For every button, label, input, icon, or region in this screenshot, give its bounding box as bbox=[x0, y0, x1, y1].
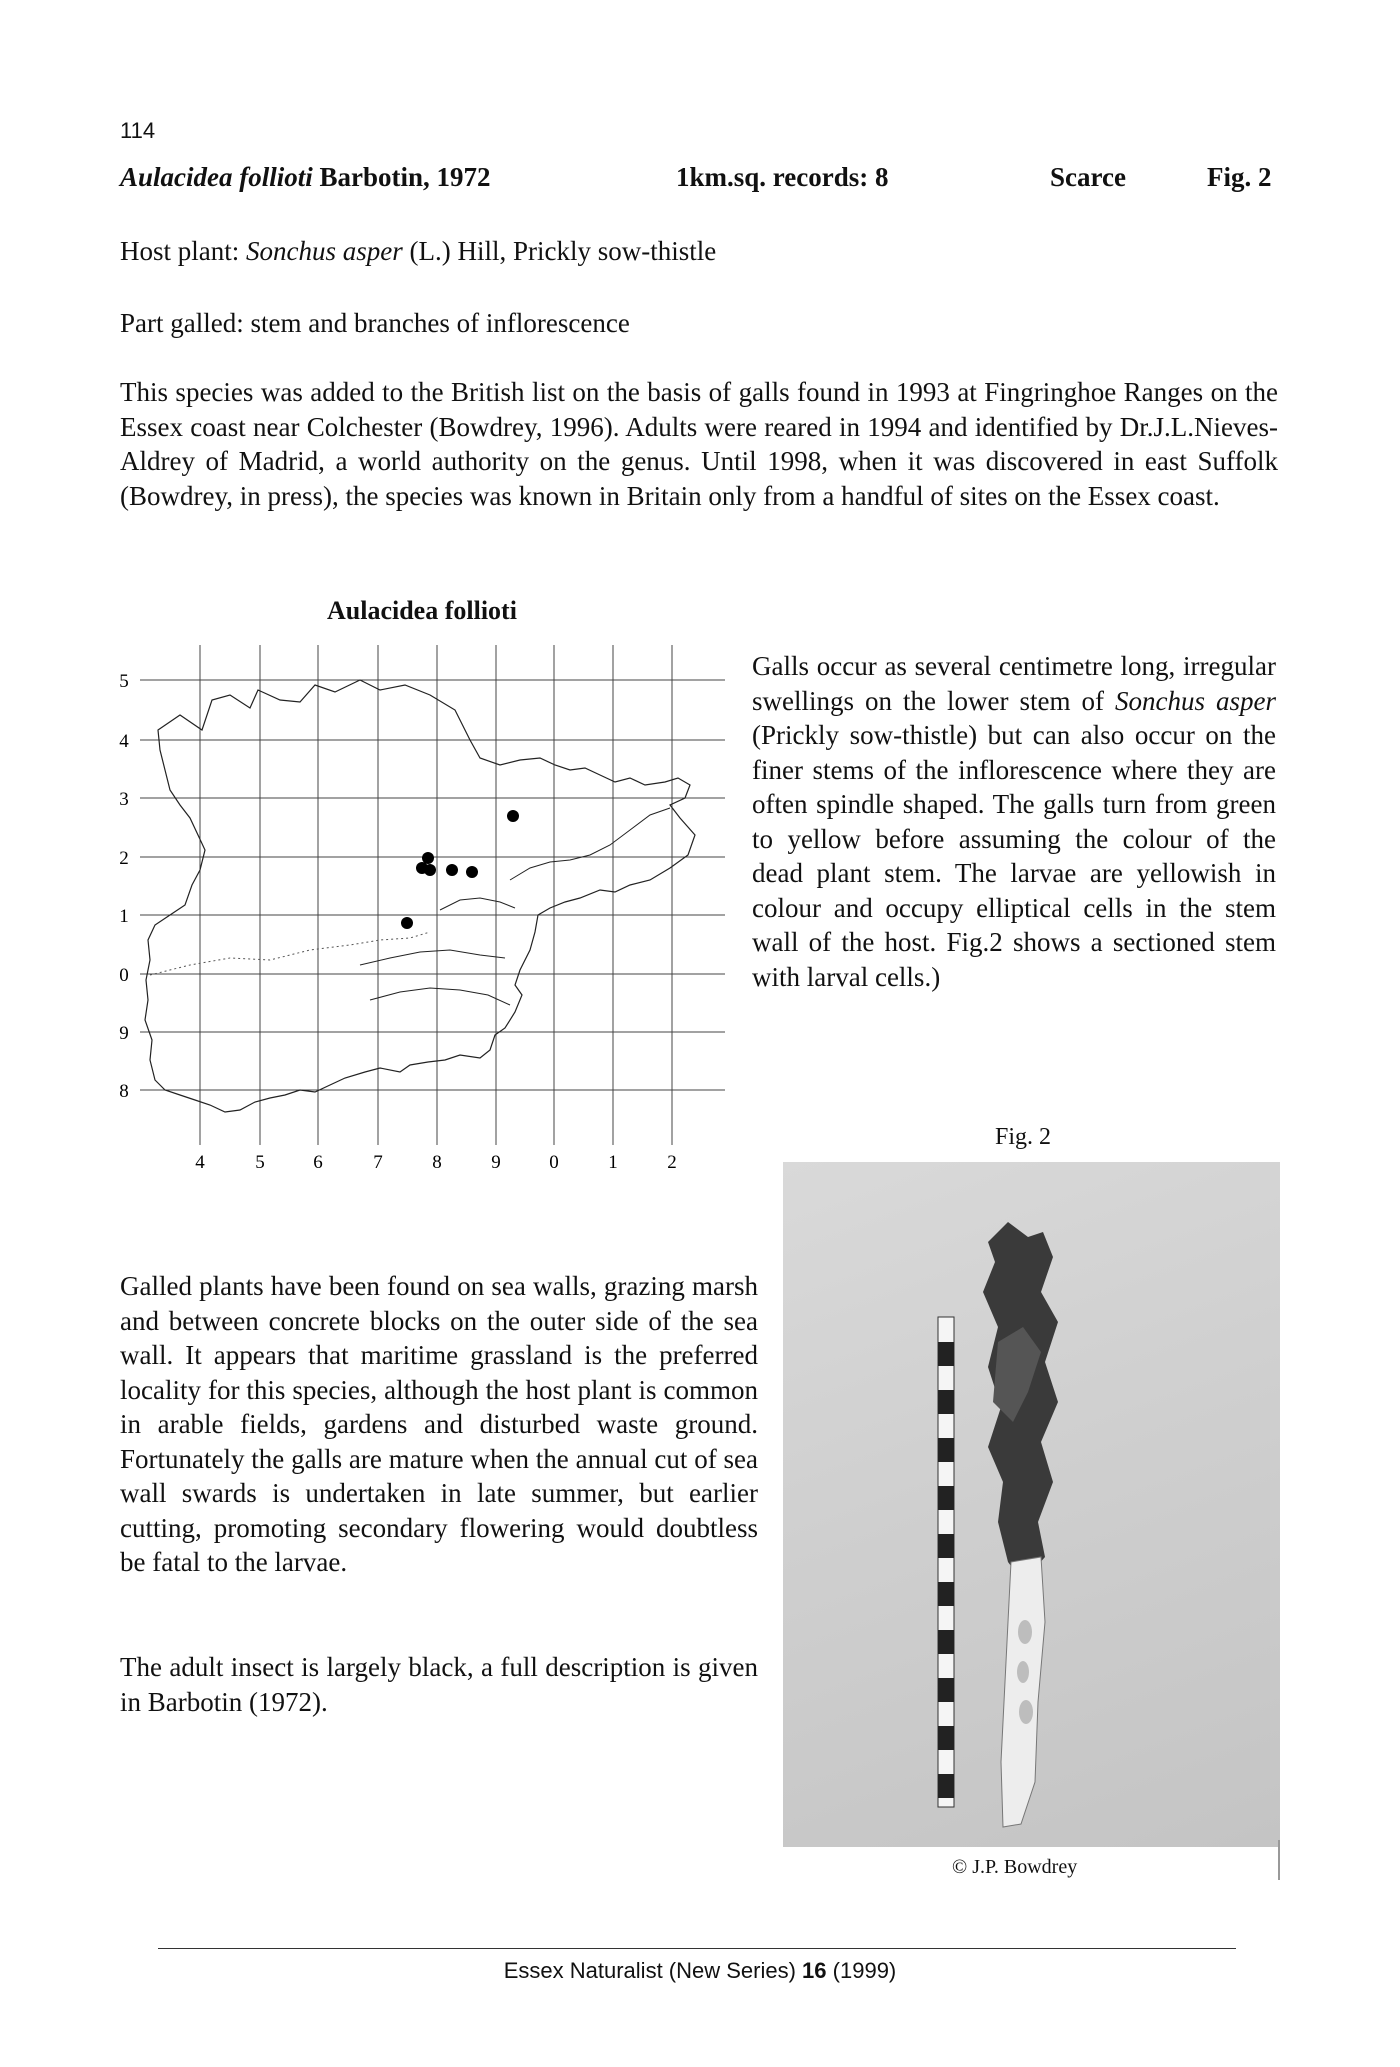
ruler-mark bbox=[938, 1678, 954, 1702]
map-x-label: 1 bbox=[608, 1152, 618, 1173]
species-authority: Barbotin, 1972 bbox=[319, 162, 491, 192]
record-dot bbox=[401, 917, 413, 929]
ruler-mark bbox=[938, 1390, 954, 1414]
ruler-mark bbox=[938, 1774, 954, 1798]
gall-stem-illustration bbox=[783, 1162, 1280, 1847]
distribution-map bbox=[110, 640, 730, 1180]
sectioned-stem bbox=[1001, 1557, 1045, 1827]
map-y-label: 8 bbox=[119, 1081, 129, 1102]
figure-caption: Fig. 2 bbox=[995, 1124, 1052, 1150]
adult-paragraph: The adult insect is largely black, a full description is given in Barbotin (1972). bbox=[120, 1652, 758, 1717]
estuary-line bbox=[510, 808, 670, 880]
larval-cell bbox=[1017, 1661, 1029, 1683]
map-y-label: 3 bbox=[119, 789, 129, 810]
map-x-label: 8 bbox=[432, 1152, 442, 1173]
footer-year: (1999) bbox=[832, 1958, 897, 1983]
ruler-mark bbox=[938, 1726, 954, 1750]
species-heading bbox=[120, 162, 491, 193]
record-dot bbox=[424, 864, 436, 876]
ruler-mark bbox=[938, 1582, 954, 1606]
ruler-mark bbox=[938, 1438, 954, 1462]
footer bbox=[0, 1958, 1400, 1984]
gall-photograph bbox=[783, 1162, 1280, 1847]
photo-credit: © J.P. Bowdrey bbox=[952, 1856, 1078, 1878]
galls-text-before: Galls occur as several centimetre long, irregular swellings on the lower stem of bbox=[752, 651, 1276, 716]
map-title: Aulacidea follioti bbox=[327, 596, 517, 625]
ruler-mark bbox=[938, 1534, 954, 1558]
dotted-boundary bbox=[150, 932, 430, 975]
galls-species: Sonchus asper bbox=[1115, 685, 1276, 716]
larval-cell bbox=[1019, 1700, 1033, 1724]
estuary-line bbox=[370, 988, 510, 1005]
record-dot bbox=[507, 810, 519, 822]
map-x-label: 9 bbox=[491, 1152, 501, 1173]
record-dot bbox=[446, 864, 458, 876]
host-plant-species: Sonchus asper bbox=[246, 236, 403, 266]
estuary-line bbox=[440, 898, 515, 910]
map-x-label: 2 bbox=[667, 1152, 677, 1173]
galls-paragraph bbox=[752, 649, 1276, 994]
habitat-paragraph: Galled plants have been found on sea walls, grazing marsh and between concrete blocks on the outer side of the sea wall. It appears that maritime grassland is the preferred locality for this species, although the host plant is common in arable fields, gardens and disturbed waste ground. Fortunately the galls are mature when the annual cut of sea wall swards is undertaken in late summer, but earlier cutting, promoting secondary flowering would doubtless be fatal to the larvae. bbox=[120, 1271, 758, 1577]
host-plant-line bbox=[120, 234, 716, 269]
figure-border bbox=[1278, 1840, 1280, 1880]
larval-cell bbox=[1018, 1620, 1032, 1644]
footer-volume: 16 bbox=[802, 1958, 827, 1983]
host-plant-common: (L.) Hill, Prickly sow-thistle bbox=[409, 236, 717, 266]
map-x-label: 6 bbox=[313, 1152, 323, 1173]
map-y-label: 4 bbox=[119, 731, 129, 752]
map-x-label: 4 bbox=[195, 1152, 205, 1173]
record-dot bbox=[466, 866, 478, 878]
map-y-label: 1 bbox=[119, 906, 129, 927]
part-galled-line: Part galled: stem and branches of inflorescence bbox=[120, 308, 630, 338]
ruler-mark bbox=[938, 1630, 954, 1654]
estuary-line bbox=[360, 950, 505, 965]
footer-journal: Essex Naturalist (New Series) bbox=[503, 1958, 796, 1983]
species-name: Aulacidea follioti bbox=[120, 162, 313, 192]
map-x-label: 7 bbox=[373, 1152, 383, 1173]
map-x-label: 5 bbox=[255, 1152, 265, 1173]
page-number: 114 bbox=[120, 118, 156, 143]
record-dot bbox=[422, 852, 434, 864]
intro-paragraph: This species was added to the British list on the basis of galls found in 1993 at Fingringhoe Ranges on the Essex coast near Colchester (Bowdrey, 1996). Adults were reared in 1994 and identified by Dr.J.L.Nieves-Aldrey of Madrid, a world authority on the genus. Until 1998, when it was discovered in east Suffolk (Bowdrey, in press), the species was known in Britain only from a handful of sites on the Essex coast. bbox=[120, 377, 1278, 511]
map-y-label: 0 bbox=[119, 965, 129, 986]
ruler-mark bbox=[938, 1342, 954, 1366]
ruler-mark bbox=[938, 1486, 954, 1510]
status-label: Scarce bbox=[1050, 162, 1126, 192]
map-y-label: 5 bbox=[119, 671, 129, 692]
map-y-label: 2 bbox=[119, 848, 129, 869]
records-count: 1km.sq. records: 8 bbox=[676, 162, 889, 192]
figure-reference: Fig. 2 bbox=[1207, 162, 1272, 192]
map-x-label: 0 bbox=[549, 1152, 559, 1173]
footer-rule bbox=[158, 1948, 1236, 1949]
map-y-label: 9 bbox=[119, 1023, 129, 1044]
galls-text-after: (Prickly sow-thistle) but can also occur on the finer stems of the inflorescence where they are often spindle shaped. The galls turn from green to yellow before assuming the colour of the dead plant stem. The larvae are yellowish in colour and occupy elliptical cells in the stem wall of the host. Fig.2 shows a sectioned stem with larval cells.) bbox=[752, 720, 1276, 992]
host-plant-label: Host plant: bbox=[120, 236, 240, 266]
